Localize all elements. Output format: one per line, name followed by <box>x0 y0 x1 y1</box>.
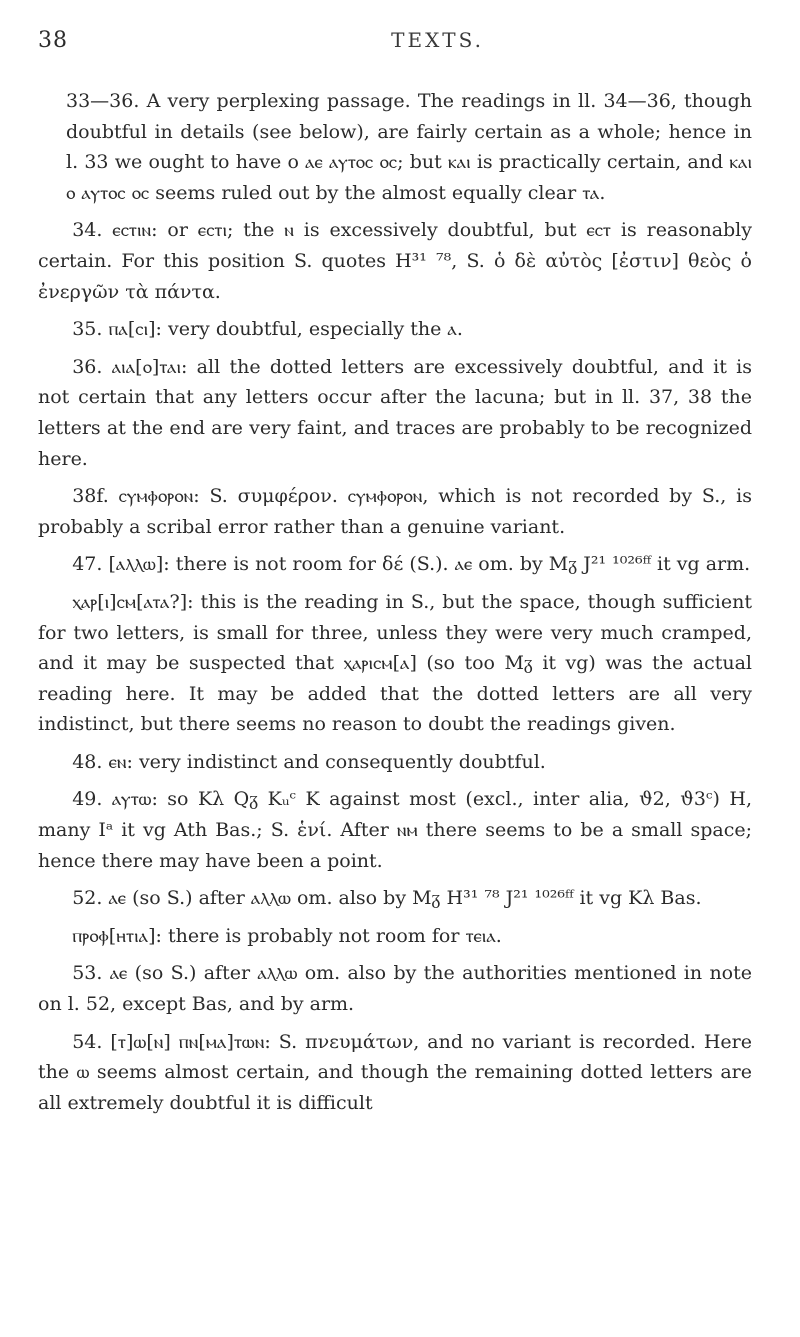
note-paragraph: 49. ⲁⲩⲧⲱ: so Kλ Qᵹ Kᵤᶜ K against most (excl., inter alia, ϑ2, ϑ3ᶜ) H, many Iᵃ it vg Ath Bas.; S. ἑνί. After ⲛⲙ there seems to be a small space; hence there may have been a point. <box>38 788 752 872</box>
page-header <box>38 28 752 68</box>
note-paragraph: 53. ⲁⲉ (so S.) after ⲁⲗⲗⲱ om. also by the authorities mentioned in note on l. 52, except Bas, and by arm. <box>38 962 752 1016</box>
note-paragraph: 33—36. A very perplexing passage. The readings in ll. 34—36, though doubtful in details (see below), are fairly certain as a whole; hence in l. 33 we ought to have ο ⲁⲉ ⲁⲩⲧⲟⲥ ⲟⲥ; but ⲕⲁⲓ is practically certain, and ⲕⲁⲓ ⲟ ⲁⲩⲧⲟⲥ ⲟⲥ seems ruled out by the almost equally clear ⲧⲁ. <box>66 90 752 204</box>
note-paragraph: 35. ⲡⲁ[ⲥⲓ]: very doubtful, especially the ⲁ. <box>72 318 463 341</box>
note-paragraph: 52. ⲁⲉ (so S.) after ⲁⲗⲗⲱ om. also by Mᵹ H³¹ ⁷⁸ J²¹ ¹⁰²⁶ᶠᶠ it vg Kλ Bas. <box>72 887 702 910</box>
note-paragraph: 47. [ⲁⲗⲗⲱ]: there is not room for δέ (S.). ⲁⲉ om. by Mᵹ J²¹ ¹⁰²⁶ᶠᶠ it vg arm. <box>72 553 751 576</box>
note-paragraph: 54. [ⲧ]ⲱ[ⲛ] ⲡⲛ[ⲙⲁ]ⲧⲱⲛ: S. πνευμάτων, and no variant is recorded. Here the ⲱ seems almost certain, and though the remaining dotted letters are all extremely doubtful it is difficult <box>38 1030 752 1114</box>
page-number: 38 <box>38 28 68 53</box>
note-paragraph: 36. ⲁⲓⲁ[ⲟ]ⲧⲁⲓ: all the dotted letters are excessively doubtful, and it is not certain that any letters occur after the lacuna; but in ll. 37, 38 the letters at the end are very faint, and traces are probably to be recognized here. <box>38 355 752 470</box>
note-paragraph: 38f. ⲥⲩⲙⲫⲟⲣⲟⲛ: S. συμφέρον. ⲥⲩⲙⲫⲟⲣⲟⲛ, which is not recorded by S., is probably a scribal error rather than a genuine variant. <box>38 485 752 538</box>
note-paragraph: ⲭⲁⲣ[ⲓ]ⲥⲙ[ⲁⲧⲁ?]: this is the reading in S., but the space, though sufficient for two letters, is small for three, unless they were very much cramped, and it may be suspected that ⲭⲁⲣⲓⲥⲙ[ⲁ] (so too Mᵹ it vg) was the actual reading here. It may be added that the dotted letters are all very indistinct, but there seems no reason to doubt the readings given. <box>38 590 752 736</box>
note-paragraph: 48. ⲉⲛ: very indistinct and consequently doubtful. <box>72 750 546 773</box>
note-paragraph: ⲡⲣⲟⲫ[ⲏⲧⲓⲁ]: there is probably not room for ⲧⲉⲓⲁ. <box>72 924 502 947</box>
running-head: TEXTS. <box>391 28 484 52</box>
notes-body <box>38 86 752 1118</box>
note-paragraph: 34. ⲉⲥⲧⲓⲛ: or ⲉⲥⲧⲓ; the ⲛ is excessively doubtful, but ⲉⲥⲧ is reasonably certain. For this position S. quotes H³¹ ⁷⁸, S. ὁ δὲ αὐτὸς [ἐστιν] θεὸς ὁ ἐνεργῶν τὰ πάντα. <box>38 219 752 303</box>
